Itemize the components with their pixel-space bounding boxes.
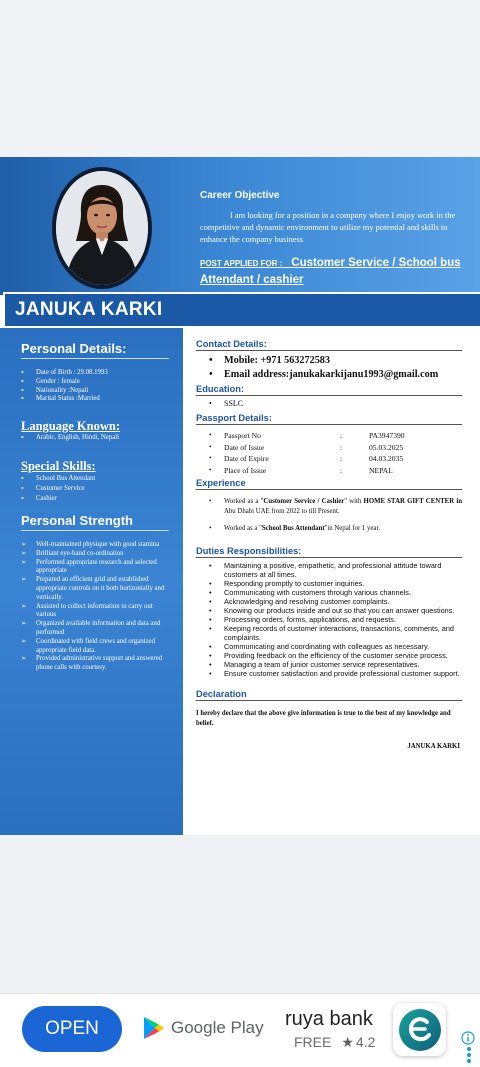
list-item: • Nationality :Nepali — [21, 387, 171, 396]
passport-value: 05.03.2025 — [369, 442, 404, 452]
list-item: ➢ Prepared an efficient grid and established appropriate controls on it both horizontally and vertically. — [21, 576, 171, 602]
list-item: • Customer Service — [21, 484, 171, 494]
post-applied-label: POST APPLIED FOR : — [200, 259, 283, 268]
list-item: • Providing feedback on the efficiency of the customer service process. — [196, 651, 462, 660]
left-sidebar — [0, 328, 183, 835]
education-list — [196, 399, 462, 409]
duties-title: Duties Responsibilities: — [196, 545, 302, 556]
list-item: • Managing a team of junior customer service representatives. — [196, 660, 462, 669]
divider — [196, 489, 462, 490]
signature-name: JANUKA KARKI — [407, 742, 460, 750]
star-icon: ★ — [341, 1034, 354, 1050]
resume-header — [0, 157, 480, 295]
education-title: Education: — [196, 384, 245, 394]
list-item: • Gender : female — [21, 378, 171, 387]
experience-title: Experience — [196, 478, 246, 488]
passport-row — [196, 430, 462, 442]
passport-value: 04.03.2035 — [369, 454, 404, 463]
list-item: • Keeping records of customer interactions, transactions, comments, and complaints. — [196, 624, 462, 642]
experience-item — [196, 497, 462, 516]
mobile-number: • Mobile: +971 563272583 — [196, 354, 462, 368]
passport-row — [196, 465, 462, 477]
career-objective — [200, 190, 470, 288]
language-list — [21, 434, 171, 443]
passport-label: • Date of Expire — [224, 454, 269, 463]
ad-banner[interactable] — [0, 993, 480, 1067]
exp-text: Abu Dhabi UAE from 2022 to till Present. — [224, 507, 340, 515]
exp-text: Worked as a " — [224, 498, 264, 505]
duties-list — [196, 561, 462, 678]
passport-row — [196, 453, 462, 465]
list-item: • Arabic, English, Hindi, Nepali — [21, 434, 171, 443]
profile-photo-frame — [52, 167, 152, 289]
exp-role: Customer Service / Cashier — [263, 498, 345, 505]
open-button[interactable]: OPEN — [22, 1006, 122, 1052]
passport-row — [196, 442, 462, 454]
list-item: • Marital Status :Married — [21, 395, 171, 404]
divider — [196, 350, 462, 351]
passport-sep: : — [340, 465, 343, 475]
list-item: ➢ Well-maintained physique with good stamina — [21, 541, 171, 550]
experience-list — [196, 497, 462, 534]
candidate-name: JANUKA KARKI — [15, 299, 163, 320]
contact-details-title: Contact Details: — [196, 339, 267, 349]
name-banner — [3, 292, 480, 328]
strength-list — [21, 541, 171, 673]
post-applied-value-2: Attendant / cashier — [200, 274, 304, 286]
list-item: ➢ Coordinated with field crews and organized appropriate field data. — [21, 638, 171, 656]
list-item: ➢ Assisted to collect information to carry out various — [21, 603, 171, 621]
person-portrait-icon — [56, 171, 148, 285]
ad-rating: 4.2 — [355, 1034, 376, 1050]
bottom-blank-area — [0, 835, 480, 993]
passport-value: PA3947390 — [369, 431, 405, 440]
email-address: • Email address:janukakarkijanu1993@gmail.com — [196, 368, 462, 382]
ruya-bank-app-icon[interactable] — [393, 1003, 446, 1056]
exp-company: HOME STAR GIFT CENTER in — [363, 498, 462, 505]
exp-text: "in Nepal for 1 year. — [324, 525, 381, 532]
career-objective-title: Career Objective — [200, 190, 280, 201]
personal-strength-title: Personal Strength — [21, 512, 133, 528]
main-content — [183, 328, 480, 835]
ad-app-name[interactable]: ruya bank — [285, 1008, 373, 1030]
divider — [196, 395, 462, 396]
divider — [196, 700, 462, 701]
list-item: ➢ Performed appropriate research and selected appropriate — [21, 559, 171, 577]
passport-table — [196, 430, 462, 476]
list-item: • Knowing our products inside and out so that you can answer questions. — [196, 606, 462, 615]
exp-text: " with — [344, 498, 364, 505]
google-play-badge[interactable] — [143, 1016, 264, 1040]
list-item: • Date of Birth : 29.08.1993 — [21, 369, 171, 378]
personal-details-title: Personal Details: — [21, 341, 127, 356]
passport-sep: : — [340, 431, 343, 440]
list-item: • Communicating and coordinating with colleagues as necessary. — [196, 642, 462, 651]
divider — [21, 530, 169, 531]
divider — [196, 557, 462, 558]
personal-details-list — [21, 369, 171, 404]
passport-sep: : — [340, 442, 343, 452]
divider — [21, 358, 169, 359]
more-options-icon[interactable] — [466, 1046, 472, 1064]
list-item: • Acknowledging and resolving customer complaints. — [196, 597, 462, 606]
google-play-label: Google Play — [171, 1018, 264, 1037]
passport-label: • Date of Issue — [224, 442, 265, 452]
contact-list — [196, 354, 462, 382]
passport-label: • Place of Issue — [224, 465, 267, 475]
declaration-text: I hereby declare that the above give information is true to the best of my knowledge and belief. — [196, 709, 451, 727]
language-known-title: Language Known: — [21, 419, 120, 434]
list-item: • Processing orders, forms, applications, and requests. — [196, 615, 462, 624]
list-item: ➢ Provided administrative support and answered phone calls with courtesy. — [21, 655, 171, 673]
passport-value: NEPAL — [369, 465, 393, 475]
passport-label: • Passport No — [224, 431, 261, 440]
ruya-bank-logo-icon — [397, 1007, 443, 1053]
special-skills-title: Special Skills: — [21, 458, 96, 473]
resume-document — [0, 157, 480, 835]
career-objective-text: I am looking for a position in a company where I enjoy work in the competitive and dynamic environment to utilize my potential and skills to enhance the company business — [200, 211, 456, 244]
list-item: • SSLC — [196, 399, 462, 409]
list-item: • Maintaining a positive, empathetic, and professional attitude toward customers at all times. — [196, 561, 462, 579]
ad-app-meta — [294, 1034, 375, 1051]
list-item: • Communicating with customers through various channels. — [196, 588, 462, 597]
declaration-title: Declaration — [196, 688, 247, 699]
post-applied-value-1: Customer Service / School bus — [291, 257, 461, 269]
top-blank-area — [0, 0, 480, 157]
experience-item — [196, 524, 462, 534]
google-play-icon — [143, 1016, 165, 1040]
skills-list — [21, 474, 171, 504]
list-item: • Ensure customer satisfaction and provide professional customer support. — [196, 669, 462, 678]
info-icon[interactable] — [461, 1031, 475, 1045]
divider — [196, 424, 462, 425]
list-item: ➢ Organized available information and data and performed — [21, 620, 171, 638]
passport-sep: : — [340, 454, 343, 463]
passport-details-title: Passport Details: — [196, 413, 272, 423]
list-item: ➢ Brilliant eye-hand co-ordination — [21, 550, 171, 559]
profile-photo — [56, 171, 148, 285]
post-applied — [200, 254, 470, 288]
exp-role: School Bus Attendant — [261, 525, 325, 532]
ad-price: FREE — [294, 1034, 332, 1050]
list-item: • School Bus Attendant — [21, 474, 171, 484]
list-item: • Responding promptly to customer inquiries. — [196, 579, 462, 588]
list-item: • Cashier — [21, 494, 171, 504]
exp-text: Worked as a " — [224, 525, 262, 532]
